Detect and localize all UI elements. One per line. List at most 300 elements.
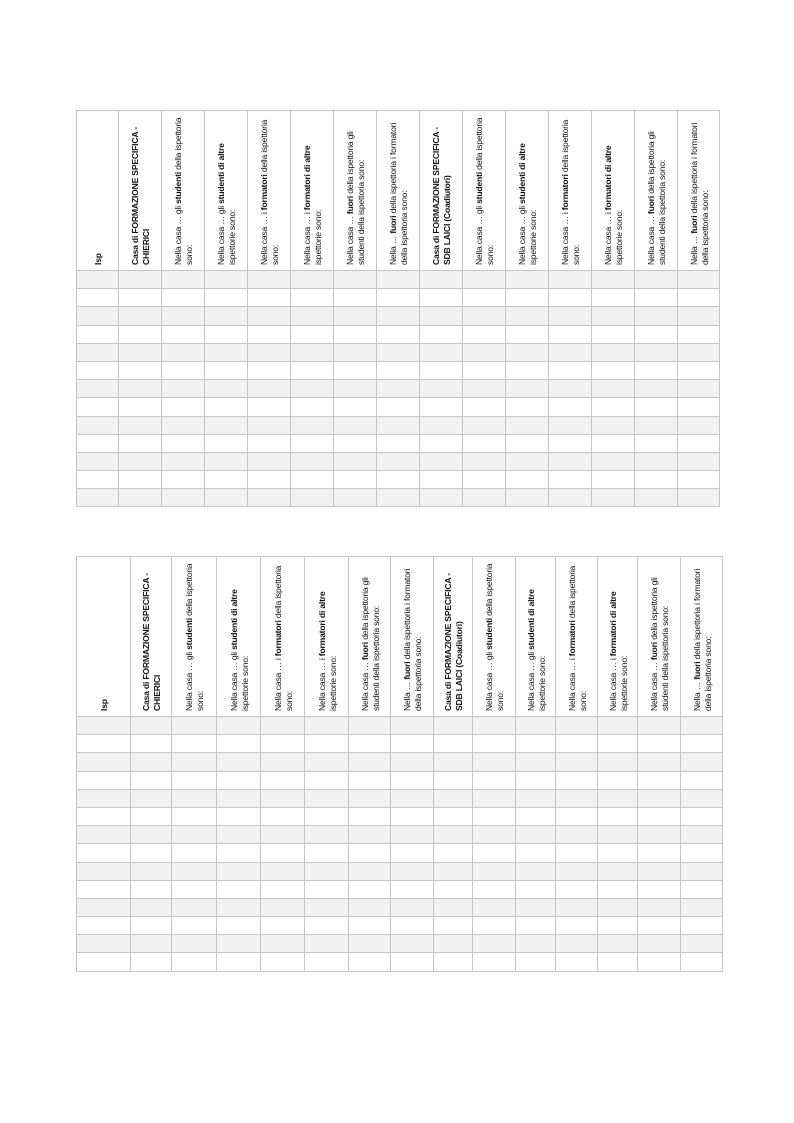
table-cell[interactable] xyxy=(549,398,592,416)
table-cell[interactable] xyxy=(305,935,349,953)
table-cell[interactable] xyxy=(598,826,638,844)
table-cell[interactable] xyxy=(556,880,598,898)
table-cell[interactable] xyxy=(162,380,205,398)
table-cell[interactable] xyxy=(77,917,131,935)
table-cell[interactable] xyxy=(334,307,377,325)
table-cell[interactable] xyxy=(205,489,248,507)
table-cell[interactable] xyxy=(556,789,598,807)
table-cell[interactable] xyxy=(349,917,391,935)
table-cell[interactable] xyxy=(420,434,463,452)
table-cell[interactable] xyxy=(678,416,720,434)
table-cell[interactable] xyxy=(349,880,391,898)
table-cell[interactable] xyxy=(549,361,592,379)
table-cell[interactable] xyxy=(261,917,305,935)
table-cell[interactable] xyxy=(172,953,217,971)
table-cell[interactable] xyxy=(172,789,217,807)
table-cell[interactable] xyxy=(598,717,638,735)
table-cell[interactable] xyxy=(162,471,205,489)
table-cell[interactable] xyxy=(349,807,391,825)
table-cell[interactable] xyxy=(248,271,291,289)
table-cell[interactable] xyxy=(434,862,473,880)
table-cell[interactable] xyxy=(77,771,131,789)
table-cell[interactable] xyxy=(556,862,598,880)
table-cell[interactable] xyxy=(349,953,391,971)
table-cell[interactable] xyxy=(556,844,598,862)
table-cell[interactable] xyxy=(119,325,162,343)
table-cell[interactable] xyxy=(506,271,549,289)
table-cell[interactable] xyxy=(434,935,473,953)
table-cell[interactable] xyxy=(434,917,473,935)
table-cell[interactable] xyxy=(77,844,131,862)
table-cell[interactable] xyxy=(291,452,334,470)
table-cell[interactable] xyxy=(162,343,205,361)
table-cell[interactable] xyxy=(549,416,592,434)
table-cell[interactable] xyxy=(217,771,261,789)
table-cell[interactable] xyxy=(420,325,463,343)
table-cell[interactable] xyxy=(377,343,420,361)
table-cell[interactable] xyxy=(434,953,473,971)
table-cell[interactable] xyxy=(635,489,678,507)
table-cell[interactable] xyxy=(77,307,119,325)
table-cell[interactable] xyxy=(638,771,681,789)
table-cell[interactable] xyxy=(205,343,248,361)
table-cell[interactable] xyxy=(638,789,681,807)
table-cell[interactable] xyxy=(556,826,598,844)
table-cell[interactable] xyxy=(261,898,305,916)
table-cell[interactable] xyxy=(217,753,261,771)
table-cell[interactable] xyxy=(516,807,556,825)
table-cell[interactable] xyxy=(549,325,592,343)
table-cell[interactable] xyxy=(205,416,248,434)
table-cell[interactable] xyxy=(77,753,131,771)
table-cell[interactable] xyxy=(119,361,162,379)
table-cell[interactable] xyxy=(172,807,217,825)
table-cell[interactable] xyxy=(349,717,391,735)
table-cell[interactable] xyxy=(162,452,205,470)
table-cell[interactable] xyxy=(291,471,334,489)
table-cell[interactable] xyxy=(172,935,217,953)
table-cell[interactable] xyxy=(349,898,391,916)
table-cell[interactable] xyxy=(592,398,635,416)
table-cell[interactable] xyxy=(598,898,638,916)
table-cell[interactable] xyxy=(516,898,556,916)
table-cell[interactable] xyxy=(391,771,434,789)
table-cell[interactable] xyxy=(473,844,516,862)
table-cell[interactable] xyxy=(516,953,556,971)
table-cell[interactable] xyxy=(305,789,349,807)
table-cell[interactable] xyxy=(248,380,291,398)
table-cell[interactable] xyxy=(119,471,162,489)
table-cell[interactable] xyxy=(131,826,172,844)
table-cell[interactable] xyxy=(678,289,720,307)
table-cell[interactable] xyxy=(506,452,549,470)
table-cell[interactable] xyxy=(598,862,638,880)
table-cell[interactable] xyxy=(420,271,463,289)
table-cell[interactable] xyxy=(291,380,334,398)
table-cell[interactable] xyxy=(377,434,420,452)
table-cell[interactable] xyxy=(77,343,119,361)
table-cell[interactable] xyxy=(305,880,349,898)
table-cell[interactable] xyxy=(678,471,720,489)
table-cell[interactable] xyxy=(205,380,248,398)
table-cell[interactable] xyxy=(77,271,119,289)
table-cell[interactable] xyxy=(638,844,681,862)
table-cell[interactable] xyxy=(681,771,723,789)
table-cell[interactable] xyxy=(434,844,473,862)
table-cell[interactable] xyxy=(592,307,635,325)
table-cell[interactable] xyxy=(349,844,391,862)
table-cell[interactable] xyxy=(162,361,205,379)
table-cell[interactable] xyxy=(635,471,678,489)
table-cell[interactable] xyxy=(638,898,681,916)
table-cell[interactable] xyxy=(305,735,349,753)
table-cell[interactable] xyxy=(77,380,119,398)
table-cell[interactable] xyxy=(473,789,516,807)
table-cell[interactable] xyxy=(678,398,720,416)
table-cell[interactable] xyxy=(119,452,162,470)
table-cell[interactable] xyxy=(473,953,516,971)
table-cell[interactable] xyxy=(592,325,635,343)
table-cell[interactable] xyxy=(598,771,638,789)
table-cell[interactable] xyxy=(592,271,635,289)
table-cell[interactable] xyxy=(556,735,598,753)
table-cell[interactable] xyxy=(77,826,131,844)
table-cell[interactable] xyxy=(473,717,516,735)
table-cell[interactable] xyxy=(162,289,205,307)
table-cell[interactable] xyxy=(549,343,592,361)
table-cell[interactable] xyxy=(420,307,463,325)
table-cell[interactable] xyxy=(131,807,172,825)
table-cell[interactable] xyxy=(305,862,349,880)
table-cell[interactable] xyxy=(549,434,592,452)
table-cell[interactable] xyxy=(506,416,549,434)
table-cell[interactable] xyxy=(334,452,377,470)
table-cell[interactable] xyxy=(473,753,516,771)
table-cell[interactable] xyxy=(678,343,720,361)
table-cell[interactable] xyxy=(473,771,516,789)
table-cell[interactable] xyxy=(473,898,516,916)
table-cell[interactable] xyxy=(549,471,592,489)
table-cell[interactable] xyxy=(678,434,720,452)
table-cell[interactable] xyxy=(391,844,434,862)
table-cell[interactable] xyxy=(638,826,681,844)
table-cell[interactable] xyxy=(77,898,131,916)
table-cell[interactable] xyxy=(291,489,334,507)
table-cell[interactable] xyxy=(506,325,549,343)
table-cell[interactable] xyxy=(434,880,473,898)
table-cell[interactable] xyxy=(305,753,349,771)
table-cell[interactable] xyxy=(119,343,162,361)
table-cell[interactable] xyxy=(291,434,334,452)
table-cell[interactable] xyxy=(681,935,723,953)
table-cell[interactable] xyxy=(261,771,305,789)
table-cell[interactable] xyxy=(334,380,377,398)
table-cell[interactable] xyxy=(556,917,598,935)
table-cell[interactable] xyxy=(506,307,549,325)
table-cell[interactable] xyxy=(172,898,217,916)
table-cell[interactable] xyxy=(598,753,638,771)
table-cell[interactable] xyxy=(77,953,131,971)
table-cell[interactable] xyxy=(205,434,248,452)
table-cell[interactable] xyxy=(261,789,305,807)
table-cell[interactable] xyxy=(172,771,217,789)
table-cell[interactable] xyxy=(119,271,162,289)
table-cell[interactable] xyxy=(391,826,434,844)
table-cell[interactable] xyxy=(434,771,473,789)
table-cell[interactable] xyxy=(506,471,549,489)
table-cell[interactable] xyxy=(391,935,434,953)
table-cell[interactable] xyxy=(678,307,720,325)
table-cell[interactable] xyxy=(119,434,162,452)
table-cell[interactable] xyxy=(463,416,506,434)
table-cell[interactable] xyxy=(598,953,638,971)
table-cell[interactable] xyxy=(119,289,162,307)
table-cell[interactable] xyxy=(463,307,506,325)
table-cell[interactable] xyxy=(377,361,420,379)
table-cell[interactable] xyxy=(162,307,205,325)
table-cell[interactable] xyxy=(305,898,349,916)
table-cell[interactable] xyxy=(305,826,349,844)
table-cell[interactable] xyxy=(420,343,463,361)
table-cell[interactable] xyxy=(162,398,205,416)
table-cell[interactable] xyxy=(420,289,463,307)
table-cell[interactable] xyxy=(131,880,172,898)
table-cell[interactable] xyxy=(391,807,434,825)
table-cell[interactable] xyxy=(261,735,305,753)
table-cell[interactable] xyxy=(681,735,723,753)
table-cell[interactable] xyxy=(638,717,681,735)
table-cell[interactable] xyxy=(248,416,291,434)
table-cell[interactable] xyxy=(635,361,678,379)
table-cell[interactable] xyxy=(391,953,434,971)
table-cell[interactable] xyxy=(635,416,678,434)
table-cell[interactable] xyxy=(305,917,349,935)
table-cell[interactable] xyxy=(119,307,162,325)
table-cell[interactable] xyxy=(420,398,463,416)
table-cell[interactable] xyxy=(172,753,217,771)
table-cell[interactable] xyxy=(172,844,217,862)
table-cell[interactable] xyxy=(334,434,377,452)
table-cell[interactable] xyxy=(420,489,463,507)
table-cell[interactable] xyxy=(291,325,334,343)
table-cell[interactable] xyxy=(463,471,506,489)
table-cell[interactable] xyxy=(217,735,261,753)
table-cell[interactable] xyxy=(556,935,598,953)
table-cell[interactable] xyxy=(549,452,592,470)
table-cell[interactable] xyxy=(506,343,549,361)
table-cell[interactable] xyxy=(291,398,334,416)
table-cell[interactable] xyxy=(463,271,506,289)
table-cell[interactable] xyxy=(420,380,463,398)
table-cell[interactable] xyxy=(334,361,377,379)
table-cell[interactable] xyxy=(377,416,420,434)
table-cell[interactable] xyxy=(506,289,549,307)
table-cell[interactable] xyxy=(172,917,217,935)
table-cell[interactable] xyxy=(678,271,720,289)
table-cell[interactable] xyxy=(172,880,217,898)
table-cell[interactable] xyxy=(516,862,556,880)
table-cell[interactable] xyxy=(377,271,420,289)
table-cell[interactable] xyxy=(217,862,261,880)
table-cell[interactable] xyxy=(77,289,119,307)
table-cell[interactable] xyxy=(592,416,635,434)
table-cell[interactable] xyxy=(598,935,638,953)
table-cell[interactable] xyxy=(635,325,678,343)
table-cell[interactable] xyxy=(205,361,248,379)
table-cell[interactable] xyxy=(77,862,131,880)
table-cell[interactable] xyxy=(434,753,473,771)
table-cell[interactable] xyxy=(516,844,556,862)
table-cell[interactable] xyxy=(592,289,635,307)
table-cell[interactable] xyxy=(635,343,678,361)
table-cell[interactable] xyxy=(549,289,592,307)
table-cell[interactable] xyxy=(473,735,516,753)
table-cell[interactable] xyxy=(473,917,516,935)
table-cell[interactable] xyxy=(516,735,556,753)
table-cell[interactable] xyxy=(434,807,473,825)
table-cell[interactable] xyxy=(391,880,434,898)
table-cell[interactable] xyxy=(217,807,261,825)
table-cell[interactable] xyxy=(516,826,556,844)
table-cell[interactable] xyxy=(420,416,463,434)
table-cell[interactable] xyxy=(305,953,349,971)
table-cell[interactable] xyxy=(77,807,131,825)
table-cell[interactable] xyxy=(463,434,506,452)
table-cell[interactable] xyxy=(592,361,635,379)
table-cell[interactable] xyxy=(217,935,261,953)
table-cell[interactable] xyxy=(506,398,549,416)
table-cell[interactable] xyxy=(119,416,162,434)
table-cell[interactable] xyxy=(334,416,377,434)
table-cell[interactable] xyxy=(77,880,131,898)
table-cell[interactable] xyxy=(334,398,377,416)
table-cell[interactable] xyxy=(305,807,349,825)
table-cell[interactable] xyxy=(516,935,556,953)
table-cell[interactable] xyxy=(549,307,592,325)
table-cell[interactable] xyxy=(516,917,556,935)
table-cell[interactable] xyxy=(556,717,598,735)
table-cell[interactable] xyxy=(463,289,506,307)
table-cell[interactable] xyxy=(77,434,119,452)
table-cell[interactable] xyxy=(248,471,291,489)
table-cell[interactable] xyxy=(549,271,592,289)
table-cell[interactable] xyxy=(638,862,681,880)
table-cell[interactable] xyxy=(77,789,131,807)
table-cell[interactable] xyxy=(391,862,434,880)
table-cell[interactable] xyxy=(131,717,172,735)
table-cell[interactable] xyxy=(377,325,420,343)
table-cell[interactable] xyxy=(131,735,172,753)
table-cell[interactable] xyxy=(638,735,681,753)
table-cell[interactable] xyxy=(248,325,291,343)
table-cell[interactable] xyxy=(172,862,217,880)
table-cell[interactable] xyxy=(420,471,463,489)
table-cell[interactable] xyxy=(681,807,723,825)
table-cell[interactable] xyxy=(516,789,556,807)
table-cell[interactable] xyxy=(420,452,463,470)
table-cell[interactable] xyxy=(681,753,723,771)
table-cell[interactable] xyxy=(516,880,556,898)
table-cell[interactable] xyxy=(681,826,723,844)
table-cell[interactable] xyxy=(598,917,638,935)
table-cell[interactable] xyxy=(434,717,473,735)
table-cell[interactable] xyxy=(217,917,261,935)
table-cell[interactable] xyxy=(377,289,420,307)
table-cell[interactable] xyxy=(77,452,119,470)
table-cell[interactable] xyxy=(248,361,291,379)
table-cell[interactable] xyxy=(261,935,305,953)
table-cell[interactable] xyxy=(592,434,635,452)
table-cell[interactable] xyxy=(77,416,119,434)
table-cell[interactable] xyxy=(681,953,723,971)
table-cell[interactable] xyxy=(131,935,172,953)
table-cell[interactable] xyxy=(377,380,420,398)
table-cell[interactable] xyxy=(506,380,549,398)
table-cell[interactable] xyxy=(434,735,473,753)
table-cell[interactable] xyxy=(556,753,598,771)
table-cell[interactable] xyxy=(377,452,420,470)
table-cell[interactable] xyxy=(681,917,723,935)
table-cell[interactable] xyxy=(678,489,720,507)
table-cell[interactable] xyxy=(349,862,391,880)
table-cell[interactable] xyxy=(291,361,334,379)
table-cell[interactable] xyxy=(349,935,391,953)
table-cell[interactable] xyxy=(473,807,516,825)
table-cell[interactable] xyxy=(678,380,720,398)
table-cell[interactable] xyxy=(131,898,172,916)
table-cell[interactable] xyxy=(291,416,334,434)
table-cell[interactable] xyxy=(592,489,635,507)
table-cell[interactable] xyxy=(119,489,162,507)
table-cell[interactable] xyxy=(391,898,434,916)
table-cell[interactable] xyxy=(506,489,549,507)
table-cell[interactable] xyxy=(598,880,638,898)
table-cell[interactable] xyxy=(349,771,391,789)
table-cell[interactable] xyxy=(217,898,261,916)
table-cell[interactable] xyxy=(473,862,516,880)
table-cell[interactable] xyxy=(473,826,516,844)
table-cell[interactable] xyxy=(635,434,678,452)
table-cell[interactable] xyxy=(305,844,349,862)
table-cell[interactable] xyxy=(217,789,261,807)
table-cell[interactable] xyxy=(635,271,678,289)
table-cell[interactable] xyxy=(434,826,473,844)
table-cell[interactable] xyxy=(598,807,638,825)
table-cell[interactable] xyxy=(119,398,162,416)
table-cell[interactable] xyxy=(261,826,305,844)
table-cell[interactable] xyxy=(556,953,598,971)
table-cell[interactable] xyxy=(131,862,172,880)
table-cell[interactable] xyxy=(592,380,635,398)
table-cell[interactable] xyxy=(434,789,473,807)
table-cell[interactable] xyxy=(205,452,248,470)
table-cell[interactable] xyxy=(261,953,305,971)
table-cell[interactable] xyxy=(248,343,291,361)
table-cell[interactable] xyxy=(162,489,205,507)
table-cell[interactable] xyxy=(291,307,334,325)
table-cell[interactable] xyxy=(261,880,305,898)
table-cell[interactable] xyxy=(119,380,162,398)
table-cell[interactable] xyxy=(334,325,377,343)
table-cell[interactable] xyxy=(261,717,305,735)
table-cell[interactable] xyxy=(77,489,119,507)
table-cell[interactable] xyxy=(463,380,506,398)
table-cell[interactable] xyxy=(681,862,723,880)
table-cell[interactable] xyxy=(172,717,217,735)
table-cell[interactable] xyxy=(377,471,420,489)
table-cell[interactable] xyxy=(635,380,678,398)
table-cell[interactable] xyxy=(291,289,334,307)
